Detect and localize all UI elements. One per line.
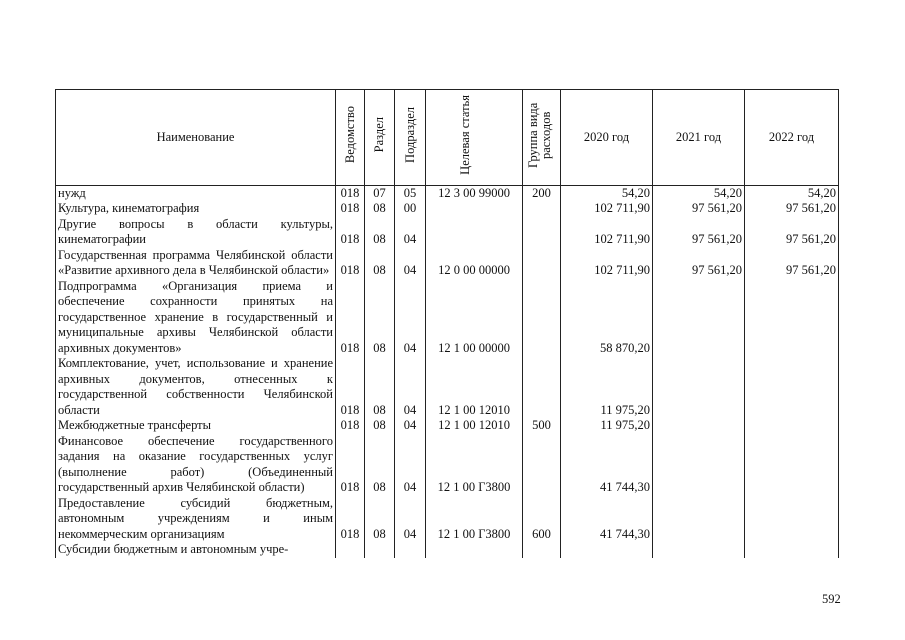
header-2022: 2022 год (745, 90, 839, 186)
row-value-2021: 54,20 (653, 185, 745, 201)
row-exptype: 600 (523, 496, 561, 543)
row-value-2021: 97 561,20 (653, 217, 745, 248)
row-dept (336, 542, 365, 558)
row-subsection: 04 (395, 248, 426, 279)
row-exptype (523, 201, 561, 217)
row-value-2021 (653, 418, 745, 434)
table-row (56, 185, 839, 201)
row-name: Субсидии бюджетным и автономным учре- (56, 542, 336, 558)
header-section-label: Раздел (372, 117, 386, 153)
row-name: Финансовое обеспечение государственного задания на оказание государственных услуг (выполнение работ) (Объединенный государственный архив Челябинской области) (56, 434, 336, 496)
table-row (56, 496, 839, 543)
row-dept: 018 (336, 496, 365, 543)
row-name: Подпрограмма «Организация приема и обеспечение сохранности принятых на государственное хранение в государственный и муниципальные архивы Челябинской области архивных документов» (56, 279, 336, 357)
row-section: 08 (365, 418, 395, 434)
row-value-2020: 102 711,90 (561, 248, 653, 279)
row-name: Комплектование, учет, использование и хранение архивных документов, отнесенных к государственной собственности Челябинской области (56, 356, 336, 418)
row-value-2020: 102 711,90 (561, 201, 653, 217)
header-exptype (523, 90, 561, 186)
row-value-2021 (653, 434, 745, 496)
row-value-2020: 11 975,20 (561, 356, 653, 418)
budget-table (55, 89, 839, 558)
row-exptype (523, 434, 561, 496)
row-section: 08 (365, 434, 395, 496)
table-row (56, 356, 839, 418)
row-name: Межбюджетные трансферты (56, 418, 336, 434)
row-dept: 018 (336, 279, 365, 357)
header-subsection (395, 90, 426, 186)
row-value-2022: 97 561,20 (745, 201, 839, 217)
row-subsection: 04 (395, 279, 426, 357)
row-dept: 018 (336, 248, 365, 279)
row-section: 08 (365, 248, 395, 279)
row-exptype (523, 217, 561, 248)
header-2020: 2020 год (561, 90, 653, 186)
row-exptype: 500 (523, 418, 561, 434)
row-name: нужд (56, 185, 336, 201)
row-section (365, 542, 395, 558)
page-number: 592 (822, 592, 841, 606)
row-value-2022 (745, 279, 839, 357)
row-dept: 018 (336, 201, 365, 217)
row-subsection: 05 (395, 185, 426, 201)
row-target: 12 0 00 00000 (426, 248, 523, 279)
table-body (56, 185, 839, 558)
table-row (56, 418, 839, 434)
row-target: 12 3 00 99000 (426, 185, 523, 201)
table-row (56, 279, 839, 357)
row-dept: 018 (336, 356, 365, 418)
row-value-2022 (745, 356, 839, 418)
row-target (426, 542, 523, 558)
row-dept: 018 (336, 185, 365, 201)
row-section: 08 (365, 279, 395, 357)
row-value-2021 (653, 496, 745, 543)
row-value-2021 (653, 356, 745, 418)
row-target (426, 201, 523, 217)
row-name: Предоставление субсидий бюджетным, автономным учреждениям и иным некоммерческим организациям (56, 496, 336, 543)
row-name: Культура, кинематография (56, 201, 336, 217)
table-row (56, 201, 839, 217)
table-row (56, 434, 839, 496)
row-dept: 018 (336, 217, 365, 248)
row-value-2022: 97 561,20 (745, 217, 839, 248)
header-subsection-label: Подраздел (402, 107, 417, 163)
row-subsection: 04 (395, 496, 426, 543)
row-value-2021: 97 561,20 (653, 201, 745, 217)
row-value-2022 (745, 542, 839, 558)
row-subsection: 04 (395, 356, 426, 418)
row-subsection: 04 (395, 418, 426, 434)
header-2021: 2021 год (653, 90, 745, 186)
row-target: 12 1 00 12010 (426, 356, 523, 418)
row-value-2020: 102 711,90 (561, 217, 653, 248)
row-dept: 018 (336, 434, 365, 496)
row-value-2020: 41 744,30 (561, 496, 653, 543)
row-exptype (523, 279, 561, 357)
row-name: Другие вопросы в области культуры, кинематографии (56, 217, 336, 248)
table-header-row (56, 90, 839, 186)
row-section: 07 (365, 185, 395, 201)
table-row (56, 542, 839, 558)
header-dept-label: Ведомство (342, 106, 357, 164)
row-subsection (395, 542, 426, 558)
row-value-2021 (653, 542, 745, 558)
row-value-2022 (745, 418, 839, 434)
row-value-2022 (745, 496, 839, 543)
row-subsection: 04 (395, 217, 426, 248)
row-exptype (523, 248, 561, 279)
row-subsection: 04 (395, 434, 426, 496)
table-row (56, 217, 839, 248)
row-exptype: 200 (523, 185, 561, 201)
row-value-2020: 58 870,20 (561, 279, 653, 357)
row-value-2022: 97 561,20 (745, 248, 839, 279)
row-target: 12 1 00 00000 (426, 279, 523, 357)
row-value-2021 (653, 279, 745, 357)
row-section: 08 (365, 496, 395, 543)
row-value-2020: 11 975,20 (561, 418, 653, 434)
row-value-2020 (561, 542, 653, 558)
row-value-2020: 54,20 (561, 185, 653, 201)
row-value-2022 (745, 434, 839, 496)
header-exptype-label: Группа вида расходов (525, 102, 553, 168)
row-exptype (523, 542, 561, 558)
row-dept: 018 (336, 418, 365, 434)
header-name: Наименование (56, 90, 336, 186)
row-subsection: 00 (395, 201, 426, 217)
header-section (365, 90, 395, 186)
header-target-label: Целевая статья (458, 95, 472, 175)
header-target (426, 90, 523, 186)
row-target: 12 1 00 Г3800 (426, 434, 523, 496)
row-exptype (523, 356, 561, 418)
row-value-2021: 97 561,20 (653, 248, 745, 279)
header-dept (336, 90, 365, 186)
row-target: 12 1 00 12010 (426, 418, 523, 434)
row-section: 08 (365, 217, 395, 248)
row-target: 12 1 00 Г3800 (426, 496, 523, 543)
row-section: 08 (365, 201, 395, 217)
row-target (426, 217, 523, 248)
row-value-2022: 54,20 (745, 185, 839, 201)
row-value-2020: 41 744,30 (561, 434, 653, 496)
row-name: Государственная программа Челябинской области «Развитие архивного дела в Челябинской области» (56, 248, 336, 279)
table-row (56, 248, 839, 279)
row-section: 08 (365, 356, 395, 418)
